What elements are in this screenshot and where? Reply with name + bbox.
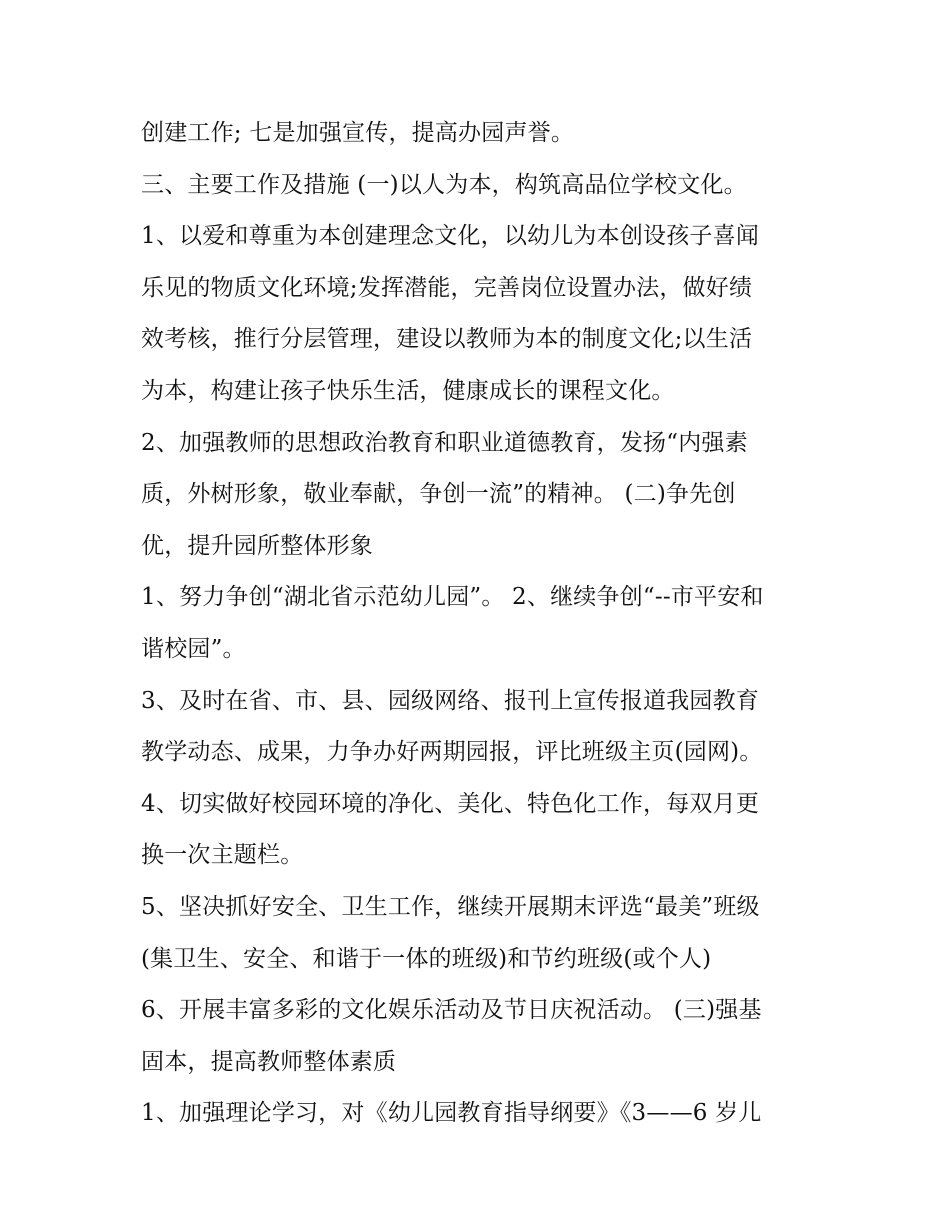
text-line: 谐校园”。: [141, 635, 246, 662]
text-line: 2、加强教师的思想政治教育和职业道德教育，发扬“内强素: [141, 429, 748, 456]
text-line: 乐见的物质文化环境;发挥潜能，完善岗位设置办法，做好绩: [141, 274, 753, 301]
text-line: 为本，构建让孩子快乐生活，健康成长的课程文化。: [141, 377, 675, 404]
text-line: 5、坚决抓好安全、卫生工作，继续开展期末评选“最美”班级: [141, 893, 760, 920]
text-line: 教学动态、成果，力争办好两期园报，评比班级主页(园网)。: [141, 739, 763, 766]
text-line: (集卫生、安全、和谐于一体的班级)和节约班级(或个人): [141, 945, 712, 972]
text-line: 优，提升园所整体形象: [141, 532, 373, 559]
text-line: 3、及时在省、市、县、园级网络、报刊上宣传报道我园教育: [141, 687, 760, 714]
text-line: 1、努力争创“湖北省示范幼儿园”。 2、继续争创“--市平安和: [141, 584, 764, 611]
text-line: 三、主要工作及措施 (一)以人为本，构筑高品位学校文化。: [141, 171, 747, 198]
text-line: 6、开展丰富多彩的文化娱乐活动及节日庆祝活动。 (三)强基: [141, 997, 762, 1024]
text-line: 4、切实做好校园环境的净化、美化、特色化工作，每双月更: [141, 790, 760, 817]
document-text-body: [141, 108, 821, 1140]
text-line: 效考核，推行分层管理，建设以教师为本的制度文化;以生活: [141, 326, 753, 353]
text-line: 换一次主题栏。: [141, 842, 304, 869]
text-line: 创建工作; 七是加强宣传，提高办园声誉。: [141, 120, 575, 146]
text-line: 质，外树形象，敬业奉献，争创一流”的精神。 (二)争先创: [141, 481, 736, 508]
text-line: 1、加强理论学习，对《幼儿园教育指导纲要》《3——6 岁儿: [141, 1100, 762, 1127]
text-line: 1、以爱和尊重为本创建理念文化，以幼儿为本创设孩子喜闻: [141, 223, 760, 250]
text-line: 固本，提高教师整体素质: [141, 1048, 397, 1075]
